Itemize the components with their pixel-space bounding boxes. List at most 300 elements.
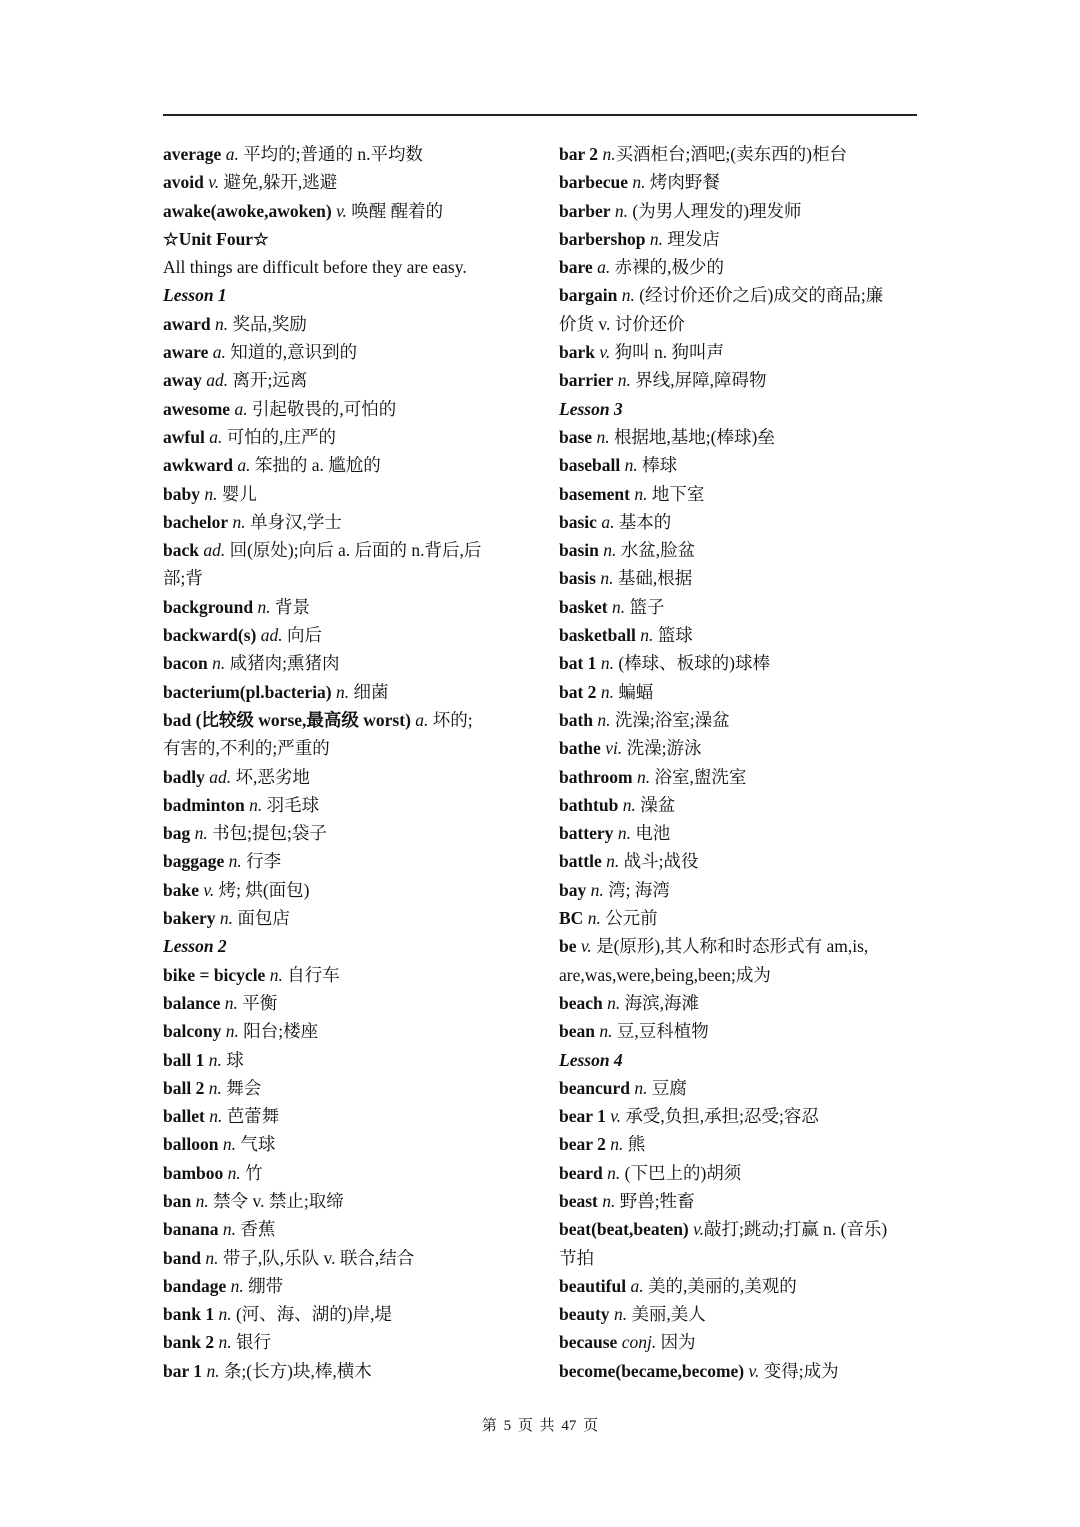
headword: band: [163, 1247, 201, 1268]
vocab-entry: [163, 1130, 533, 1158]
vocab-entry: [163, 593, 533, 621]
definition: 海滨,海滩: [620, 992, 699, 1013]
headword: bank 1: [163, 1304, 215, 1325]
definition: 蝙蝠: [613, 681, 654, 702]
part-of-speech: n.: [607, 992, 621, 1013]
part-of-speech: v.: [336, 200, 347, 221]
definition: 咸猪肉;熏猪肉: [225, 653, 340, 674]
headword: awake(awoke,awoken): [163, 200, 332, 221]
part-of-speech: n.: [600, 653, 614, 674]
vocab-entry: [163, 197, 533, 225]
headword: basin: [559, 540, 599, 561]
definition: 自行车: [282, 964, 340, 985]
definition: 离开;远离: [228, 370, 308, 391]
part-of-speech: n.: [649, 228, 664, 249]
part-of-speech: n.: [215, 313, 229, 334]
headword: base: [559, 426, 593, 447]
vocab-entry: [559, 140, 929, 168]
right-column: [559, 140, 929, 1385]
vocab-entry: [559, 1272, 929, 1300]
vocab-entry: [559, 310, 929, 338]
headword: bag: [163, 823, 191, 844]
vocab-entry: [559, 763, 929, 791]
headword: BC: [559, 908, 584, 929]
vocab-entry: [559, 1017, 929, 1045]
headword: bar 1: [163, 1360, 203, 1381]
vocab-entry: [163, 904, 533, 932]
vocab-entry: [559, 197, 929, 225]
lesson-title: Lesson 4: [559, 1049, 623, 1070]
headword: balcony: [163, 1021, 222, 1042]
definition: 舞会: [221, 1077, 262, 1098]
headword: background: [163, 596, 254, 617]
headword: bat 2: [559, 681, 597, 702]
definition: (经讨价还价之后)成交的商品;廉: [634, 285, 884, 306]
headword: beast: [559, 1190, 598, 1211]
part-of-speech: v.: [748, 1360, 760, 1381]
headword: beancurd: [559, 1077, 630, 1098]
definition: 根据地,基地;(棒球)垒: [609, 426, 775, 447]
definition: 引起敬畏的,可怕的: [247, 398, 397, 419]
vocab-entry: [559, 847, 929, 875]
headword: battle: [559, 851, 602, 872]
part-of-speech: a.: [415, 709, 429, 730]
vocab-entry: [163, 1074, 533, 1102]
definition: 唤醒 醒着的: [346, 200, 444, 221]
headword: bake: [163, 879, 199, 900]
definition: are,was,were,being,been;成为: [559, 964, 771, 985]
definition: 羽毛球: [262, 794, 320, 815]
part-of-speech: n.: [208, 1077, 222, 1098]
vocab-entry: [559, 1215, 929, 1243]
part-of-speech: n.: [636, 766, 651, 787]
headword: be: [559, 936, 577, 957]
definition: 棒球: [637, 455, 678, 476]
vocab-entry: [163, 1215, 533, 1243]
vocab-entry: [163, 819, 533, 847]
definition: 水盆,脸盆: [616, 540, 696, 561]
vocab-entry: [559, 678, 929, 706]
part-of-speech: n.: [222, 1219, 236, 1240]
vocab-entry: [559, 904, 929, 932]
part-of-speech: n.: [613, 1304, 628, 1325]
definition: 篮子: [625, 596, 665, 617]
part-of-speech: n.: [597, 709, 611, 730]
headword: bacon: [163, 653, 208, 674]
definition: 美的,美丽的,美观的: [643, 1275, 797, 1296]
headword: badminton: [163, 794, 245, 815]
part-of-speech: a.: [601, 511, 615, 532]
definition: 避免,躲开,逃避: [219, 172, 338, 193]
vocab-entry: [559, 423, 929, 451]
definition: (下巴上的)胡须: [620, 1162, 742, 1183]
vocab-entry: [163, 734, 533, 762]
vocab-entry: [163, 366, 533, 394]
definition: 书包;提包;袋子: [207, 823, 327, 844]
definition: 平均的;普通的 n.平均数: [238, 144, 424, 164]
part-of-speech: n.: [634, 483, 648, 504]
headword: average: [163, 144, 222, 164]
headword: awesome: [163, 398, 231, 419]
vocab-entry: [163, 1300, 533, 1328]
vocab-entry: [163, 763, 533, 791]
headword: avoid: [163, 172, 204, 193]
definition: 笨拙的 a. 尴尬的: [250, 455, 381, 476]
part-of-speech: n.: [603, 540, 617, 561]
headword: away: [163, 370, 202, 391]
definition: 绷带: [243, 1275, 284, 1296]
vocab-entry: [163, 451, 533, 479]
headword: bank 2: [163, 1332, 215, 1353]
vocab-entry: [559, 819, 929, 847]
headword: bathroom: [559, 766, 633, 787]
definition: 公元前: [600, 908, 658, 929]
lesson-heading: [163, 281, 533, 309]
vocab-entry: [559, 338, 929, 366]
part-of-speech: n.: [224, 992, 238, 1013]
definition: 熊: [623, 1134, 646, 1155]
part-of-speech: n.: [596, 426, 610, 447]
definition: 芭蕾舞: [222, 1106, 280, 1127]
part-of-speech: n.: [209, 1106, 223, 1127]
definition: 价货 v. 讨价还价: [559, 313, 685, 334]
part-of-speech: n.: [621, 285, 635, 306]
part-of-speech: n.: [227, 1162, 241, 1183]
part-of-speech: n.: [230, 1275, 244, 1296]
definition: 烤; 烘(面包): [214, 879, 310, 900]
headword: back: [163, 540, 199, 561]
vocab-entry: [163, 1272, 533, 1300]
part-of-speech: n.: [225, 1021, 239, 1042]
vocab-entry: [559, 480, 929, 508]
part-of-speech: n.: [218, 1332, 232, 1353]
vocab-entry: [163, 253, 533, 281]
vocab-entry: [163, 225, 533, 253]
part-of-speech: n.: [617, 370, 631, 391]
part-of-speech: v.: [580, 936, 592, 957]
part-of-speech: n.: [602, 144, 616, 164]
part-of-speech: n.: [219, 908, 233, 929]
definition: 界线,屏障,障碍物: [630, 370, 767, 391]
headword: basket: [559, 596, 608, 617]
definition: All things are difficult before they are easy.: [163, 257, 467, 278]
part-of-speech: n.: [218, 1304, 232, 1325]
definition: 野兽;牲畜: [615, 1190, 695, 1211]
part-of-speech: ad.: [203, 540, 226, 561]
headword: baggage: [163, 851, 225, 872]
definition: 气球: [235, 1134, 276, 1155]
headword: bar 2: [559, 144, 599, 164]
headword: bacterium(pl.bacteria): [163, 681, 332, 702]
definition: 行李: [241, 851, 282, 872]
headword: become(became,become): [559, 1360, 745, 1381]
headword: bark: [559, 342, 595, 363]
vocab-entry: [163, 791, 533, 819]
headword: bike = bicycle: [163, 964, 266, 985]
definition: 坏,恶劣地: [231, 766, 310, 787]
definition: 平衡: [237, 992, 278, 1013]
vocab-entry: [163, 536, 533, 564]
headword: basic: [559, 511, 597, 532]
definition: 基础,根据: [613, 568, 693, 589]
vocab-entry: [559, 536, 929, 564]
vocab-entry: [163, 480, 533, 508]
vocab-entry: [163, 1159, 533, 1187]
headword: barbershop: [559, 228, 646, 249]
vocab-entry: [559, 1328, 929, 1356]
part-of-speech: n.: [607, 1162, 621, 1183]
part-of-speech: a.: [225, 144, 239, 164]
vocab-entry: [559, 1159, 929, 1187]
vocab-entry: [559, 451, 929, 479]
headword: bear 2: [559, 1134, 606, 1155]
page-footer: 第 5 页 共 47 页: [481, 1418, 599, 1434]
vocab-entry: [163, 621, 533, 649]
definition: 回(原处);向后 a. 后面的 n.背后,后: [225, 540, 482, 561]
part-of-speech: n.: [632, 172, 646, 193]
vocab-entry: [163, 961, 533, 989]
headword: bare: [559, 257, 593, 278]
definition: 浴室,盥洗室: [650, 766, 747, 787]
part-of-speech: n.: [205, 1247, 219, 1268]
lesson-title: Lesson 2: [163, 936, 227, 957]
headword: bay: [559, 879, 587, 900]
vocab-entry: [163, 1187, 533, 1215]
definition: 地下室: [647, 483, 705, 504]
vocab-entry: [559, 932, 929, 960]
part-of-speech: ad.: [260, 625, 283, 646]
headword: badly: [163, 766, 205, 787]
part-of-speech: n.: [249, 794, 263, 815]
part-of-speech: n.: [232, 511, 246, 532]
headword: battery: [559, 823, 614, 844]
definition: 向后: [282, 625, 322, 646]
lesson-heading: [559, 395, 929, 423]
part-of-speech: ad.: [206, 370, 229, 391]
headword: banana: [163, 1219, 219, 1240]
definition: 篮球: [653, 625, 693, 646]
headword: ban: [163, 1190, 192, 1211]
vocab-entry: [163, 1328, 533, 1356]
part-of-speech: a.: [630, 1275, 644, 1296]
vocab-entry: [163, 423, 533, 451]
vocab-entry: [163, 1244, 533, 1272]
lesson-heading: [163, 932, 533, 960]
headword: beautiful: [559, 1275, 627, 1296]
part-of-speech: n.: [587, 908, 601, 929]
headword: bat 1: [559, 653, 597, 674]
definition: 节拍: [559, 1247, 594, 1268]
headword: aware: [163, 342, 209, 363]
definition: 湾; 海湾: [603, 879, 670, 900]
part-of-speech: v.: [208, 172, 220, 193]
definition: 背景: [270, 596, 311, 617]
definition: 禁令 v. 禁止;取缔: [208, 1190, 344, 1211]
headword: basketball: [559, 625, 636, 646]
definition: 洗澡;浴室;澡盆: [610, 709, 730, 730]
definition: 赤裸的,极少的: [610, 257, 724, 278]
definition: 是(原形),其人称和时态形式有 am,is,: [591, 936, 869, 957]
header-rule: [163, 114, 917, 116]
vocab-entry: [559, 876, 929, 904]
definition: 买酒柜台;酒吧;(卖东西的)柜台: [615, 144, 847, 164]
part-of-speech: n.: [634, 1077, 648, 1098]
definition: 澡盆: [635, 794, 676, 815]
definition: 美丽,美人: [627, 1304, 706, 1325]
headword: barber: [559, 200, 611, 221]
vocab-entry: [163, 1357, 533, 1385]
vocab-entry: [163, 140, 533, 168]
vocab-entry: [163, 706, 533, 734]
part-of-speech: n.: [600, 568, 614, 589]
definition: 部;背: [163, 568, 203, 589]
vocab-entry: [163, 1102, 533, 1130]
vocab-entry: [559, 1130, 929, 1158]
headword: baby: [163, 483, 200, 504]
part-of-speech: n.: [600, 681, 614, 702]
vocab-entry: [163, 1017, 533, 1045]
part-of-speech: a.: [234, 398, 248, 419]
part-of-speech: n.: [599, 1021, 613, 1042]
part-of-speech: conj.: [621, 1332, 657, 1353]
lesson-title: Lesson 3: [559, 398, 623, 419]
definition: 条;(长方)块,棒,横木: [219, 1360, 372, 1381]
headword: bathe: [559, 738, 601, 759]
part-of-speech: a.: [212, 342, 226, 363]
definition: 烤肉野餐: [645, 172, 720, 193]
headword: bamboo: [163, 1162, 224, 1183]
definition: 豆腐: [647, 1077, 687, 1098]
definition: (河、海、湖的)岸,堤: [231, 1304, 392, 1325]
vocab-entry: [559, 508, 929, 536]
left-column: [163, 140, 533, 1385]
definition: 香蕉: [235, 1219, 276, 1240]
vocab-entry: [559, 1244, 929, 1272]
headword: bathtub: [559, 794, 619, 815]
vocab-entry: [559, 593, 929, 621]
vocab-entry: [163, 310, 533, 338]
vocab-entry: [163, 395, 533, 423]
part-of-speech: n.: [228, 851, 242, 872]
definition: 洗澡;游泳: [622, 738, 702, 759]
part-of-speech: a.: [237, 455, 251, 476]
headword: barrier: [559, 370, 614, 391]
vocab-entry: [163, 649, 533, 677]
part-of-speech: n.: [195, 1190, 209, 1211]
definition: 银行: [231, 1332, 271, 1353]
vocab-entry: [163, 678, 533, 706]
definition: 变得;成为: [759, 1360, 839, 1381]
definition: 理发店: [663, 228, 720, 249]
vocab-entry: [559, 989, 929, 1017]
part-of-speech: a.: [597, 257, 611, 278]
headword: balance: [163, 992, 221, 1013]
headword: basement: [559, 483, 630, 504]
part-of-speech: n.: [590, 879, 604, 900]
part-of-speech: a.: [209, 426, 223, 447]
headword: bear 1: [559, 1106, 606, 1127]
part-of-speech: n.: [269, 964, 283, 985]
part-of-speech: n.: [617, 823, 631, 844]
vocab-entry: [559, 649, 929, 677]
headword: beard: [559, 1162, 603, 1183]
definition: 婴儿: [217, 483, 257, 504]
part-of-speech: ad.: [209, 766, 232, 787]
headword: awkward: [163, 455, 234, 476]
part-of-speech: n.: [194, 823, 208, 844]
definition: 坏的;: [428, 709, 473, 730]
headword: bakery: [163, 908, 216, 929]
vocab-entry: [559, 1187, 929, 1215]
headword: beach: [559, 992, 603, 1013]
vocab-entry: [559, 961, 929, 989]
vocab-entry: [163, 338, 533, 366]
definition: 战斗;战役: [619, 851, 699, 872]
part-of-speech: n.: [222, 1134, 236, 1155]
part-of-speech: n.: [640, 625, 654, 646]
headword: beauty: [559, 1304, 610, 1325]
vocab-entry: [559, 225, 929, 253]
headword: bandage: [163, 1275, 227, 1296]
headword: ☆Unit Four☆: [163, 228, 269, 249]
vocab-entry: [163, 989, 533, 1017]
definition: (棒球、板球的)球棒: [613, 653, 770, 674]
part-of-speech: n.: [610, 1134, 624, 1155]
definition: 细菌: [349, 681, 389, 702]
part-of-speech: v.: [693, 1219, 704, 1240]
lesson-title: Lesson 1: [163, 285, 227, 306]
part-of-speech: n.: [212, 653, 226, 674]
vocab-entry: [163, 508, 533, 536]
definition: 有害的,不利的;严重的: [163, 738, 330, 759]
headword: balloon: [163, 1134, 219, 1155]
part-of-speech: n.: [614, 200, 629, 221]
definition: 狗叫 n. 狗叫声: [610, 342, 724, 363]
headword: baseball: [559, 455, 621, 476]
definition: 阳台;楼座: [238, 1021, 319, 1042]
headword: because: [559, 1332, 618, 1353]
definition: 球: [221, 1049, 244, 1070]
definition: 面包店: [233, 908, 290, 929]
definition: 知道的,意识到的: [225, 342, 358, 363]
vocab-entry: [559, 253, 929, 281]
headword: awful: [163, 426, 205, 447]
headword: bargain: [559, 285, 618, 306]
headword: award: [163, 313, 211, 334]
headword: ballet: [163, 1106, 205, 1127]
part-of-speech: n.: [624, 455, 638, 476]
vocab-entry: [559, 791, 929, 819]
vocab-entry: [559, 1357, 929, 1385]
vocab-entry: [559, 734, 929, 762]
definition: 可怕的,庄严的: [222, 426, 337, 447]
definition: 竹: [240, 1162, 263, 1183]
vocab-entry: [559, 168, 929, 196]
vocab-entry: [559, 621, 929, 649]
part-of-speech: n.: [206, 1360, 220, 1381]
headword: ball 2: [163, 1077, 205, 1098]
part-of-speech: n.: [208, 1049, 222, 1070]
part-of-speech: n.: [204, 483, 218, 504]
vocab-entry: [163, 876, 533, 904]
part-of-speech: vi.: [605, 738, 623, 759]
part-of-speech: n.: [602, 1190, 616, 1211]
part-of-speech: n.: [257, 596, 271, 617]
vocab-entry: [559, 281, 929, 309]
part-of-speech: n.: [336, 681, 350, 702]
part-of-speech: n.: [612, 596, 626, 617]
definition: 单身汉,学士: [245, 511, 342, 532]
